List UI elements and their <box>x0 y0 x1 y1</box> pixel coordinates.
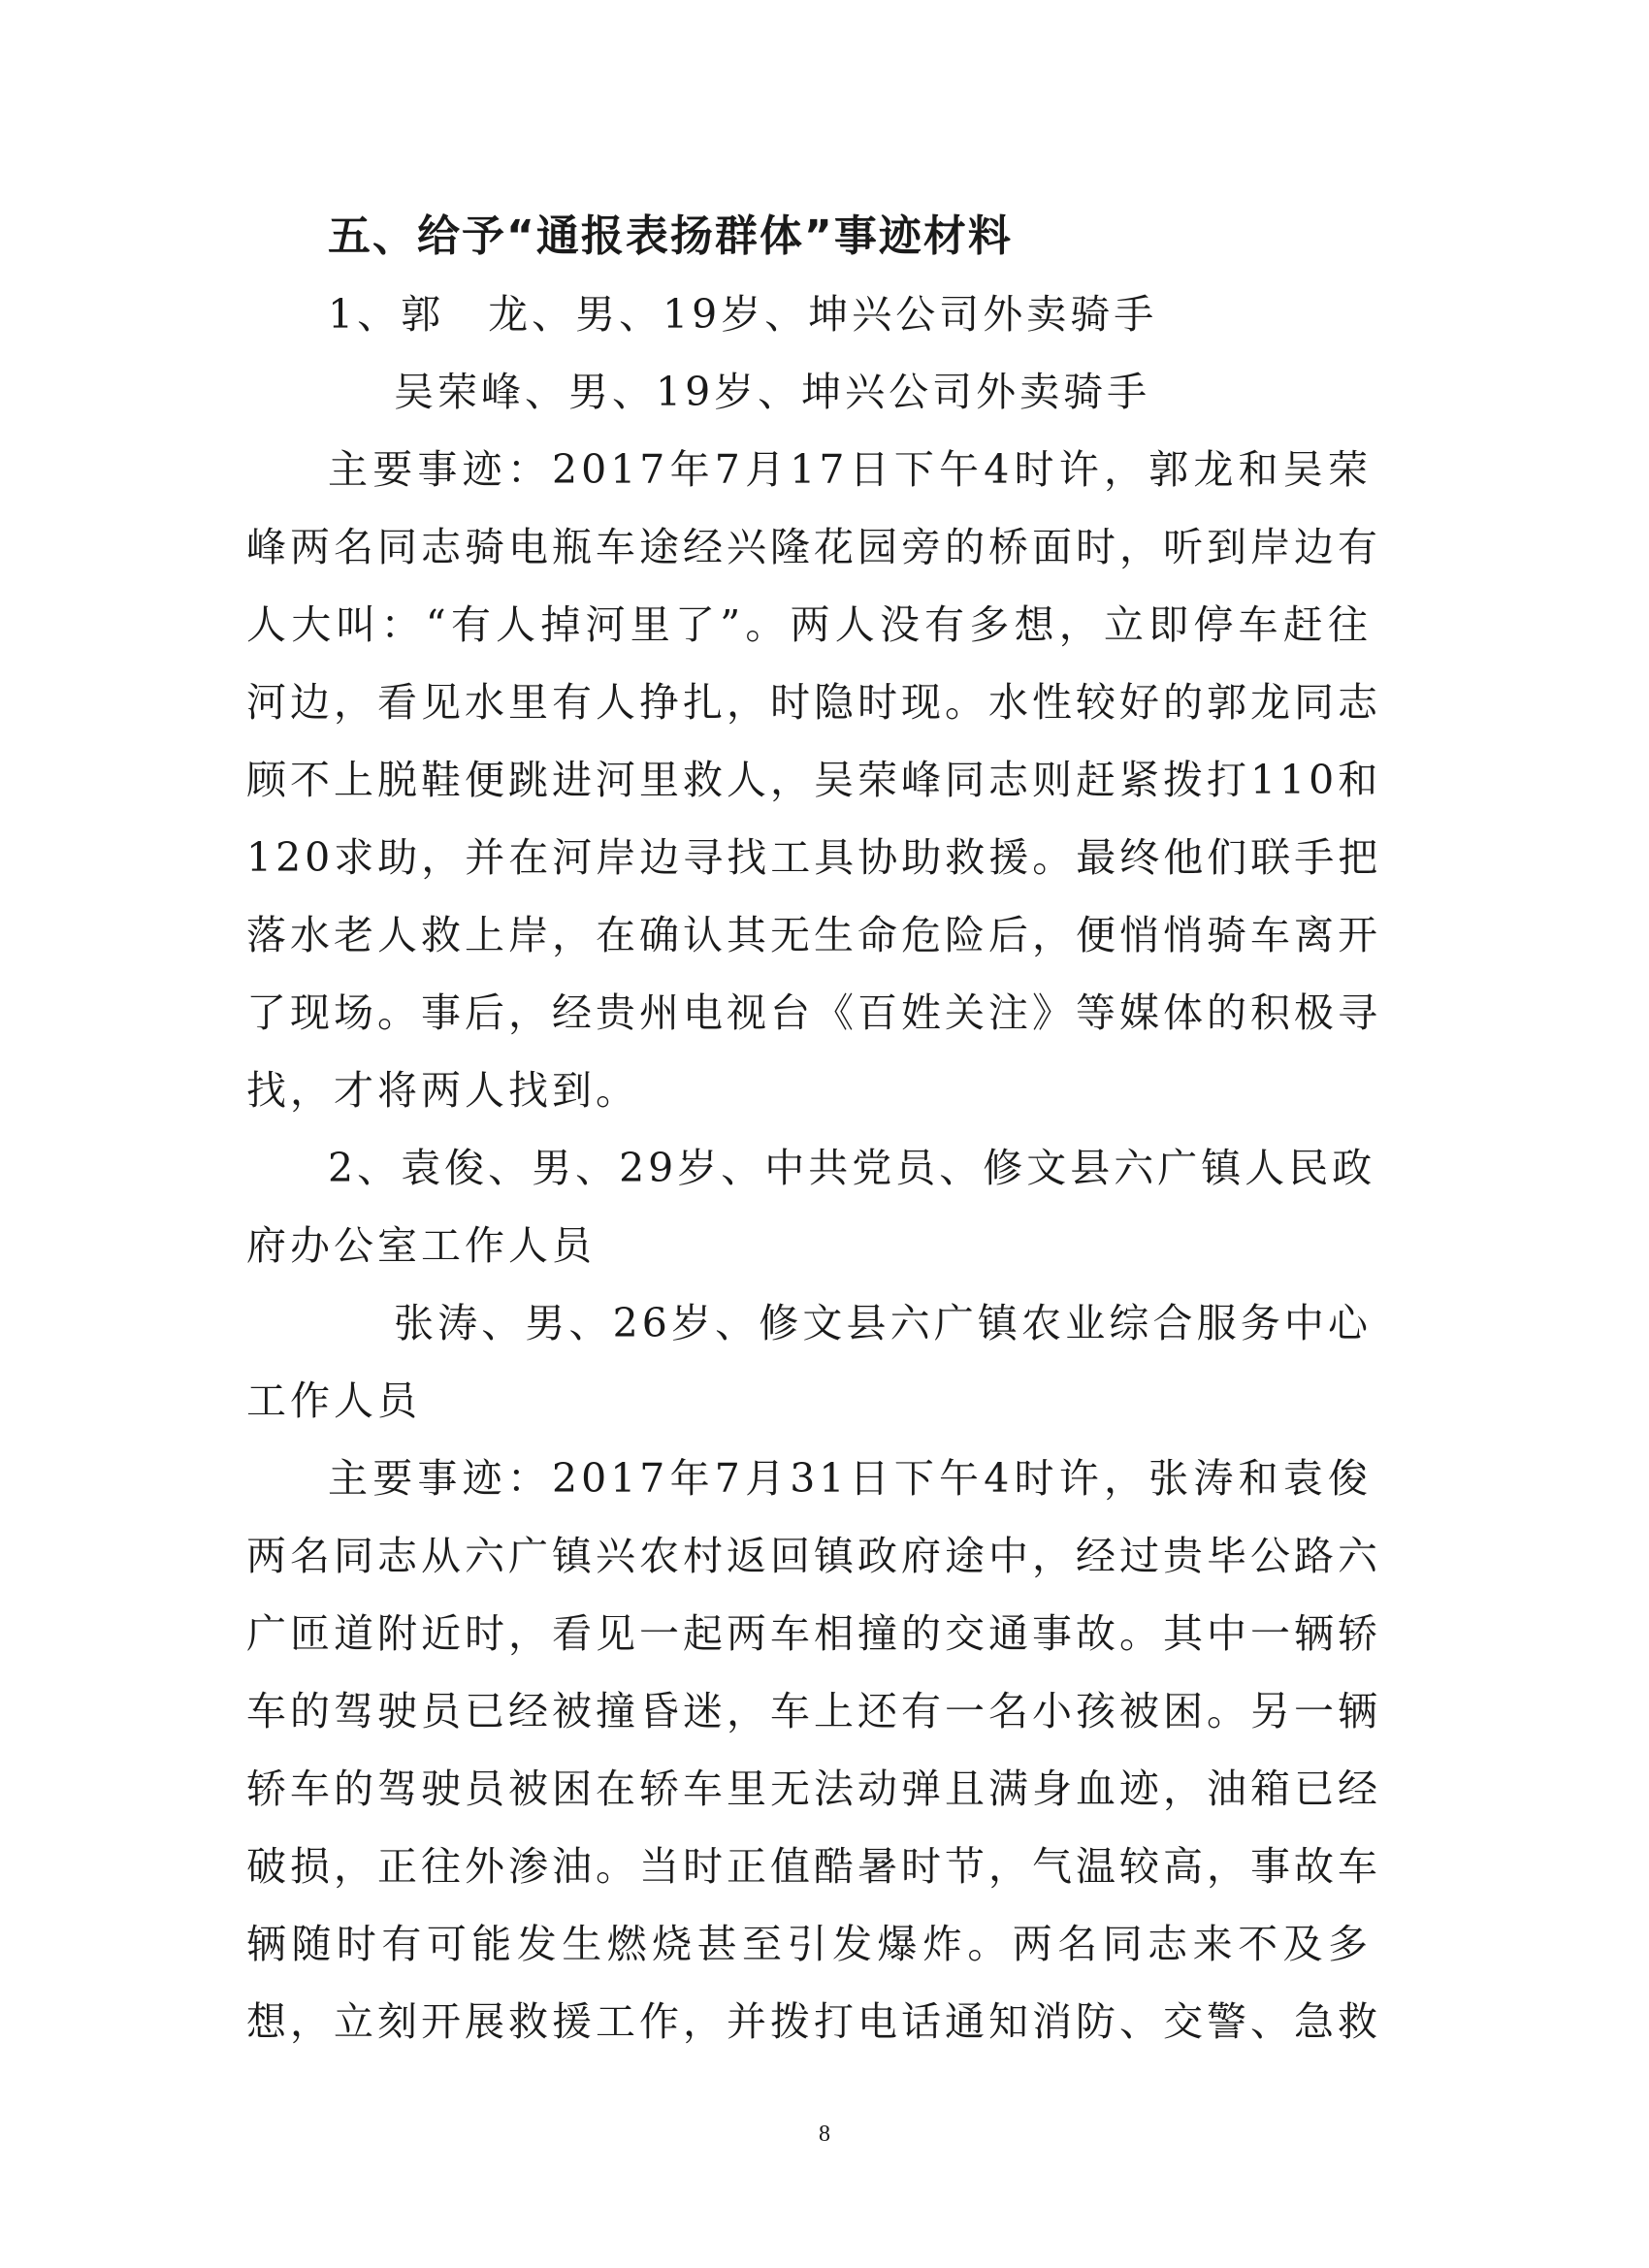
item-2-person-1: 2、袁俊、男、29岁、中共党员、修文县六广镇人民政 <box>328 1145 1376 1191</box>
paragraph-line: 主要事迹：2017年7月17日下午4时许，郭龙和吴荣 <box>328 446 1372 493</box>
paragraph-line: 破损，正往外渗油。当时正值酷暑时节，气温较高，事故车 <box>246 1843 1381 1890</box>
paragraph-line: 了现场。事后，经贵州电视台《百姓关注》等媒体的积极寻 <box>246 989 1381 1036</box>
paragraph-line: 两名同志从六广镇兴农村返回镇政府途中，经过贵毕公路六 <box>246 1533 1381 1579</box>
paragraph-line: 轿车的驾驶员被困在轿车里无法动弹且满身血迹，油箱已经 <box>246 1766 1381 1812</box>
item-2-person-2-cont: 工作人员 <box>246 1377 421 1424</box>
paragraph-line: 车的驾驶员已经被撞昏迷，车上还有一名小孩被困。另一辆 <box>246 1688 1381 1734</box>
paragraph-line: 想，立刻开展救援工作，并拨打电话通知消防、交警、急救 <box>246 1998 1381 2045</box>
paragraph-line: 120求助，并在河岸边寻找工具协助救援。最终他们联手把 <box>246 834 1382 881</box>
paragraph-line: 辆随时有可能发生燃烧甚至引发爆炸。两名同志来不及多 <box>246 1921 1372 1967</box>
paragraph-line: 落水老人救上岸，在确认其无生命危险后，便悄悄骑车离开 <box>246 912 1381 958</box>
item-2-person-1-cont: 府办公室工作人员 <box>246 1222 596 1269</box>
paragraph-line: 人大叫：“有人掉河里了”。两人没有多想，立即停车赶往 <box>246 601 1372 648</box>
section-heading: 五、给予“通报表扬群体”事迹材料 <box>328 211 1013 261</box>
item-2-person-2: 张涛、男、26岁、修文县六广镇农业综合服务中心 <box>394 1300 1372 1346</box>
paragraph-line: 峰两名同志骑电瓶车途经兴隆花园旁的桥面时，听到岸边有 <box>246 524 1381 570</box>
paragraph-line: 河边，看见水里有人挣扎，时隐时现。水性较好的郭龙同志 <box>246 679 1381 726</box>
paragraph-line: 顾不上脱鞋便跳进河里救人，吴荣峰同志则赶紧拨打110和 <box>246 757 1382 803</box>
item-1-person-1: 1、郭 龙、男、19岁、坤兴公司外卖骑手 <box>328 291 1158 338</box>
paragraph-line: 广匝道附近时，看见一起两车相撞的交通事故。其中一辆轿 <box>246 1610 1381 1657</box>
page-number: 8 <box>819 2122 830 2147</box>
paragraph-line: 主要事迹：2017年7月31日下午4时许，张涛和袁俊 <box>328 1455 1372 1502</box>
item-1-person-2: 吴荣峰、男、19岁、坤兴公司外卖骑手 <box>394 369 1151 415</box>
paragraph-line: 找，才将两人找到。 <box>246 1067 639 1114</box>
